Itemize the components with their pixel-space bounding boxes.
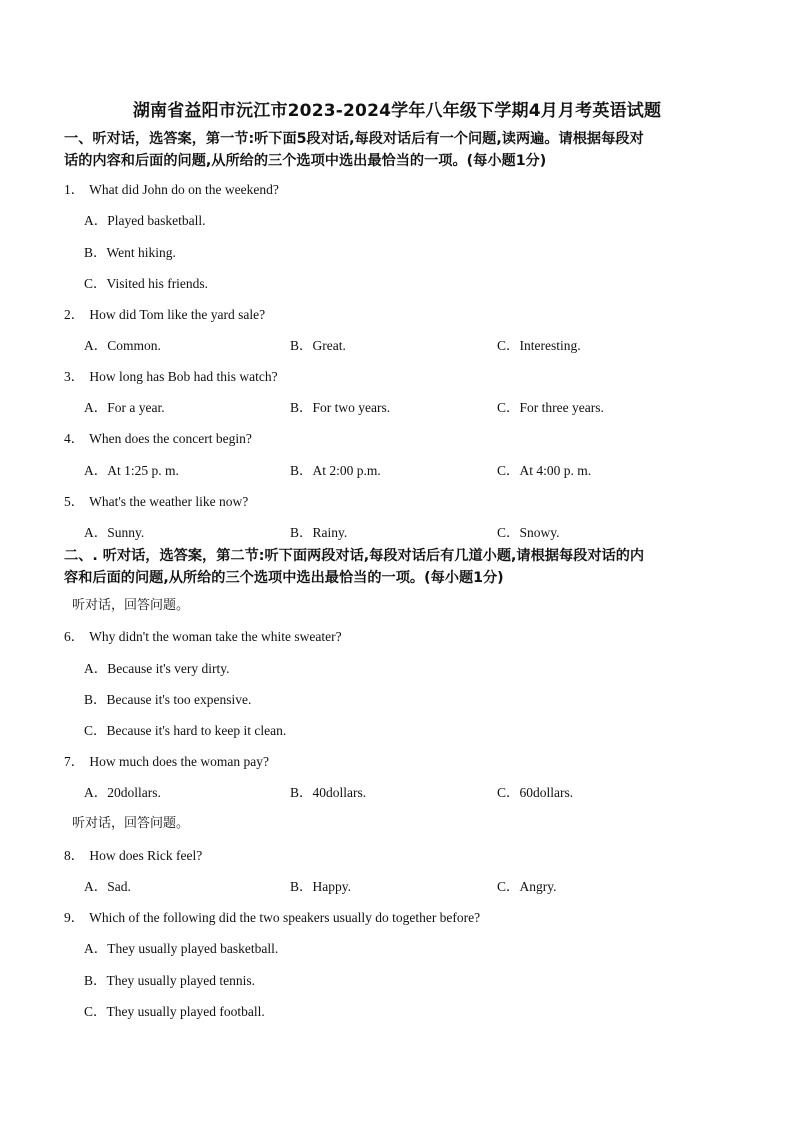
option-6b: B．Because it's too expensive. xyxy=(84,692,252,707)
option-5b: B．Rainy. xyxy=(290,525,348,540)
option-7a: A．20dollars. xyxy=(84,785,161,800)
question-text: Which of the following did the two speakers usually do together before? xyxy=(89,910,481,925)
option-7c: C．60dollars. xyxy=(497,785,574,800)
page-title: 湖南省益阳市沅江市2023-2024学年八年级下学期4月月考英语试题 xyxy=(132,101,662,121)
option-5c: C．Snowy. xyxy=(497,525,560,540)
question-text: How long has Bob had this watch? xyxy=(89,369,278,384)
question-number: 8． xyxy=(64,848,85,863)
question-3 xyxy=(64,365,278,385)
question-text: How does Rick feel? xyxy=(89,848,203,863)
option-3b: B．For two years. xyxy=(290,400,391,415)
listen-note-2: 听对话，回答问题。 xyxy=(72,816,190,831)
option-2c: C．Interesting. xyxy=(497,338,581,353)
question-text: What's the weather like now? xyxy=(89,494,249,509)
option-4b: B．At 2:00 p.m. xyxy=(290,463,381,478)
section-2-line-1: 二、. 听对话，选答案，第二节:听下面两段对话,每段对话后有几道小题,请根据每段对话的内 xyxy=(64,548,645,564)
question-number: 3． xyxy=(64,369,85,384)
section-1-heading xyxy=(64,128,734,172)
option-6c: C．Because it's hard to keep it clean. xyxy=(84,723,287,738)
question-text: Why didn't the woman take the white sweater? xyxy=(89,629,342,644)
question-number: 4． xyxy=(64,431,85,446)
section-2-line-2: 容和后面的问题,从所给的三个选项中选出最恰当的一项。(每小题1分) xyxy=(64,570,504,586)
option-3a: A．For a year. xyxy=(84,400,165,415)
question-2 xyxy=(64,303,265,323)
question-8 xyxy=(64,844,202,864)
option-9c: C．They usually played football. xyxy=(84,1004,265,1019)
question-7 xyxy=(64,750,269,770)
option-9b: B．They usually played tennis. xyxy=(84,973,255,988)
question-4 xyxy=(64,427,252,447)
question-1 xyxy=(64,178,279,198)
question-text: How much does the woman pay? xyxy=(89,754,269,769)
option-8b: B．Happy. xyxy=(290,879,351,894)
section-1-line-1: 一、听对话，选答案，第一节:听下面5段对话,每段对话后有一个问题,读两遍。请根据每段对 xyxy=(64,131,644,147)
option-2b: B．Great. xyxy=(290,338,346,353)
option-4a: A．At 1:25 p. m. xyxy=(84,463,179,478)
question-text: What did John do on the weekend? xyxy=(89,182,279,197)
question-number: 1． xyxy=(64,182,85,197)
question-number: 9． xyxy=(64,910,85,925)
option-1b: B．Went hiking. xyxy=(84,245,176,260)
section-1-line-2: 话的内容和后面的问题,从所给的三个选项中选出最恰当的一项。(每小题1分) xyxy=(64,153,547,169)
option-8a: A．Sad. xyxy=(84,879,131,894)
question-9 xyxy=(64,906,480,926)
question-6 xyxy=(64,625,342,645)
question-number: 6． xyxy=(64,629,85,644)
question-number: 7． xyxy=(64,754,85,769)
option-6a: A．Because it's very dirty. xyxy=(84,661,230,676)
question-number: 5． xyxy=(64,494,85,509)
option-3c: C．For three years. xyxy=(497,400,604,415)
question-number: 2． xyxy=(64,307,85,322)
option-8c: C．Angry. xyxy=(497,879,557,894)
question-5 xyxy=(64,490,248,510)
question-text: When does the concert begin? xyxy=(89,431,252,446)
option-7b: B．40dollars. xyxy=(290,785,367,800)
option-2a: A．Common. xyxy=(84,338,161,353)
option-4c: C．At 4:00 p. m. xyxy=(497,463,592,478)
option-1a: A．Played basketball. xyxy=(84,213,206,228)
section-2-heading xyxy=(64,545,734,589)
option-1c: C．Visited his friends. xyxy=(84,276,209,291)
option-9a: A．They usually played basketball. xyxy=(84,941,279,956)
listen-note-1: 听对话，回答问题。 xyxy=(72,598,190,613)
question-text: How did Tom like the yard sale? xyxy=(89,307,266,322)
option-5a: A．Sunny. xyxy=(84,525,145,540)
